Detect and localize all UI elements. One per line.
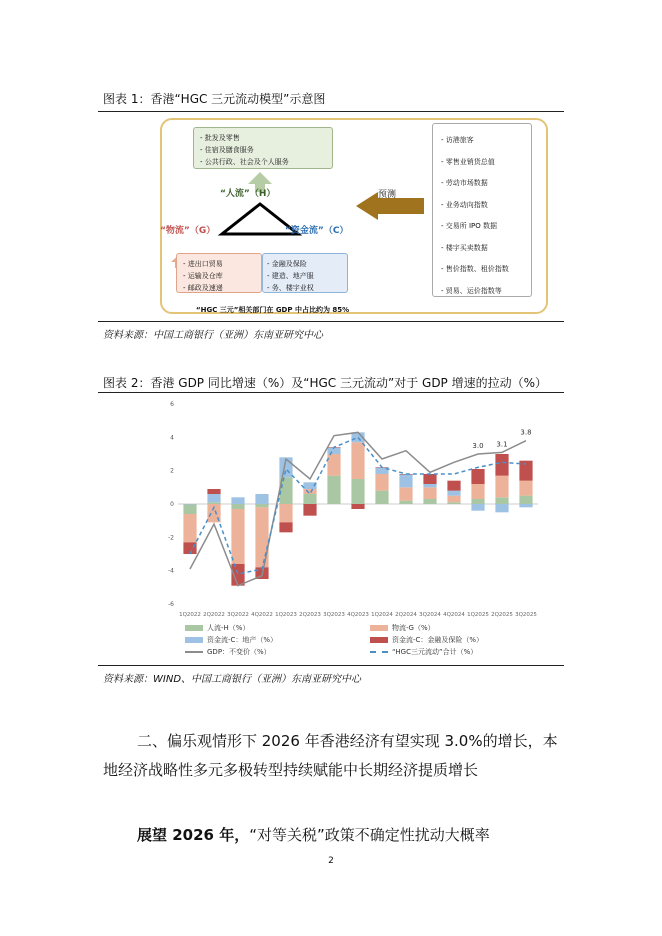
bar-g <box>183 514 196 542</box>
legend-swatch-c-finance <box>370 637 388 643</box>
para-text: “对等关税”政策不确定性扰动大概率 <box>249 826 490 844</box>
bar-h <box>447 502 460 504</box>
g-sector-item: - 运输及仓库 <box>183 270 255 282</box>
x-tick-label: 1Q2023 <box>275 612 297 618</box>
h-sector-item: - 公共行政、社会及个人服务 <box>200 156 326 168</box>
legend-c-property <box>185 635 277 645</box>
label-h: “人流”（H） <box>220 189 276 199</box>
indicator-item: - 劳动市场数据 <box>441 173 523 195</box>
figure1-title: 图表 1：香港“HGC 三元流动模型”示意图 <box>103 92 326 106</box>
x-tick-label: 3Q2024 <box>419 612 441 618</box>
x-tick-label: 1Q2025 <box>467 612 489 618</box>
c-sector-item: - 金融及保险 <box>267 258 341 270</box>
y-tick-label: 4 <box>170 434 174 442</box>
bar-h <box>375 491 388 504</box>
legend-label-gdp: GDP：不变价（%） <box>207 648 271 656</box>
legend-label-c-property: 资金流-C：地产（%） <box>207 636 278 644</box>
x-tick-label: 3Q2023 <box>323 612 345 618</box>
bar-c-finance <box>207 489 220 494</box>
data-label: 3.8 <box>520 428 532 437</box>
c-sector-item: - 建造、地产服 <box>267 270 341 282</box>
bar-c-finance <box>447 481 460 491</box>
x-tick-label: 3Q2022 <box>227 612 249 618</box>
indicator-item: - 访港旅客 <box>441 130 523 152</box>
indicator-item: - 业务动向指数 <box>441 195 523 217</box>
x-tick-label: 2Q2024 <box>395 612 417 618</box>
bar-h <box>471 499 484 504</box>
bar-h <box>303 494 316 504</box>
bar-g <box>279 504 292 522</box>
indicator-item: - 交易所 IPO 数据 <box>441 216 523 238</box>
predict-label: 预测 <box>378 190 397 200</box>
bar-g <box>231 509 244 564</box>
h-sector-item: - 住宿及膳食服务 <box>200 144 326 156</box>
legend-hgc-total <box>370 647 477 657</box>
g-sector-item: - 邮政及速递 <box>183 282 255 294</box>
box-c-list <box>267 258 341 294</box>
indicator-item: - 贸易、运价指数等 <box>441 281 523 303</box>
legend-swatch-gdp <box>185 651 203 653</box>
section-paragraph <box>137 824 490 845</box>
figure1-footnote: “HGC 三元”相关部门在 GDP 中占比约为 85% <box>196 306 350 314</box>
indicator-item: - 零售业销货总值 <box>441 152 523 174</box>
bar-g <box>495 476 508 498</box>
bar-g <box>327 454 340 476</box>
y-tick-label: -2 <box>168 534 174 542</box>
bar-c-finance <box>279 522 292 532</box>
y-tick-label: 2 <box>170 467 174 475</box>
bar-h <box>423 499 436 504</box>
bar-c-property <box>519 504 532 507</box>
y-tick-label: -6 <box>168 601 174 608</box>
bar-g <box>519 481 532 496</box>
page-number: 2 <box>328 856 334 866</box>
c-sector-item: - 务、楼宇业权 <box>267 282 341 294</box>
x-tick-label: 2Q2022 <box>203 612 225 618</box>
x-tick-label: 3Q2025 <box>515 612 537 618</box>
legend-swatch-hgc-total <box>370 651 388 653</box>
label-c: “资金流”（C） <box>285 226 349 236</box>
bar-c-property <box>471 504 484 511</box>
data-label: 3.1 <box>496 440 508 449</box>
bar-c-finance <box>471 469 484 484</box>
legend-h <box>185 623 249 633</box>
x-tick-label: 4Q2023 <box>347 612 369 618</box>
bar-c-finance <box>423 474 436 484</box>
bar-g <box>375 474 388 491</box>
para-bold: 展望 2026 年， <box>137 826 250 844</box>
gdp-chart <box>168 398 548 622</box>
bar-c-property <box>399 474 412 487</box>
bar-g <box>471 484 484 499</box>
indicator-item: - 楼宇买卖数据 <box>441 238 523 260</box>
legend-swatch-h <box>185 625 203 631</box>
bar-h <box>255 504 268 507</box>
box-g-sectors <box>176 253 262 293</box>
bar-g <box>447 496 460 503</box>
x-tick-label: 2Q2023 <box>299 612 321 618</box>
x-tick-label: 4Q2024 <box>443 612 465 618</box>
legend-label-h: 人流-H（%） <box>207 624 250 632</box>
bar-h <box>495 497 508 504</box>
x-tick-label: 2Q2025 <box>491 612 513 618</box>
bar-g <box>423 487 436 499</box>
bar-h <box>399 501 412 504</box>
figure1-bottom-rule <box>98 321 564 322</box>
bar-g <box>303 489 316 494</box>
bar-h <box>519 496 532 504</box>
g-sector-item: - 进出口贸易 <box>183 258 255 270</box>
bar-c-property <box>255 494 268 504</box>
bar-c-property <box>231 497 244 504</box>
legend-label-c-finance: 资金流-C：金融及保险（%） <box>392 636 484 644</box>
figure2-title: 图表 2：香港 GDP 同比增速（%）及“HGC 三元流动”对于 GDP 增速的拉动（%） <box>103 376 548 390</box>
bar-h <box>183 504 196 514</box>
x-tick-label: 1Q2024 <box>371 612 393 618</box>
indicator-item: - 售价指数、租价指数 <box>441 259 523 281</box>
legend-label-g: 物流-G（%） <box>392 624 435 632</box>
bar-c-property <box>495 504 508 512</box>
figure1-source: 资料来源：中国工商银行（亚洲）东南亚研究中心 <box>103 330 323 341</box>
label-g: “物流”（G） <box>160 226 216 236</box>
figure2-bottom-rule <box>98 665 564 666</box>
box-g-list <box>183 258 255 294</box>
legend-g <box>370 623 435 633</box>
h-sector-item: - 批发及零售 <box>200 132 326 144</box>
box-c-sectors <box>262 253 348 293</box>
figure2-top-rule <box>98 392 564 393</box>
legend-c-finance <box>370 635 483 645</box>
figure1-top-rule <box>98 111 564 112</box>
y-tick-label: -4 <box>168 567 174 575</box>
box-indicators <box>432 123 532 297</box>
bar-c-finance <box>495 454 508 476</box>
figure2-source: 资料来源：WIND、中国工商银行（亚洲）东南亚研究中心 <box>103 674 362 685</box>
bar-c-property <box>447 491 460 496</box>
bar-c-property <box>207 494 220 502</box>
legend-gdp <box>185 647 271 657</box>
bar-c-property <box>423 484 436 487</box>
y-tick-label: 6 <box>170 401 174 408</box>
bar-c-property <box>183 504 196 505</box>
indicator-list <box>441 130 523 302</box>
bar-c-finance <box>351 504 364 509</box>
x-tick-label: 1Q2022 <box>179 612 201 618</box>
legend-swatch-g <box>370 625 388 631</box>
bar-h <box>327 476 340 504</box>
legend-swatch-c-property <box>185 637 203 643</box>
bar-c-finance <box>303 504 316 516</box>
data-label: 3.0 <box>472 442 484 450</box>
bar-h <box>207 502 220 504</box>
bar-h <box>231 504 244 509</box>
y-tick-label: 0 <box>170 501 174 508</box>
bar-h <box>351 479 364 504</box>
bar-g <box>255 507 268 567</box>
x-tick-label: 4Q2022 <box>251 612 273 618</box>
bar-g <box>351 442 364 479</box>
section-heading: 二、偏乐观情形下 2026 年香港经济有望实现 3.0%的增长，本地经济战略性多元多极转型持续赋能中长期经济提质增长 <box>103 732 558 779</box>
bar-g <box>399 487 412 500</box>
legend-label-hgc-total: “HGC三元流动”合计（%） <box>392 648 478 656</box>
